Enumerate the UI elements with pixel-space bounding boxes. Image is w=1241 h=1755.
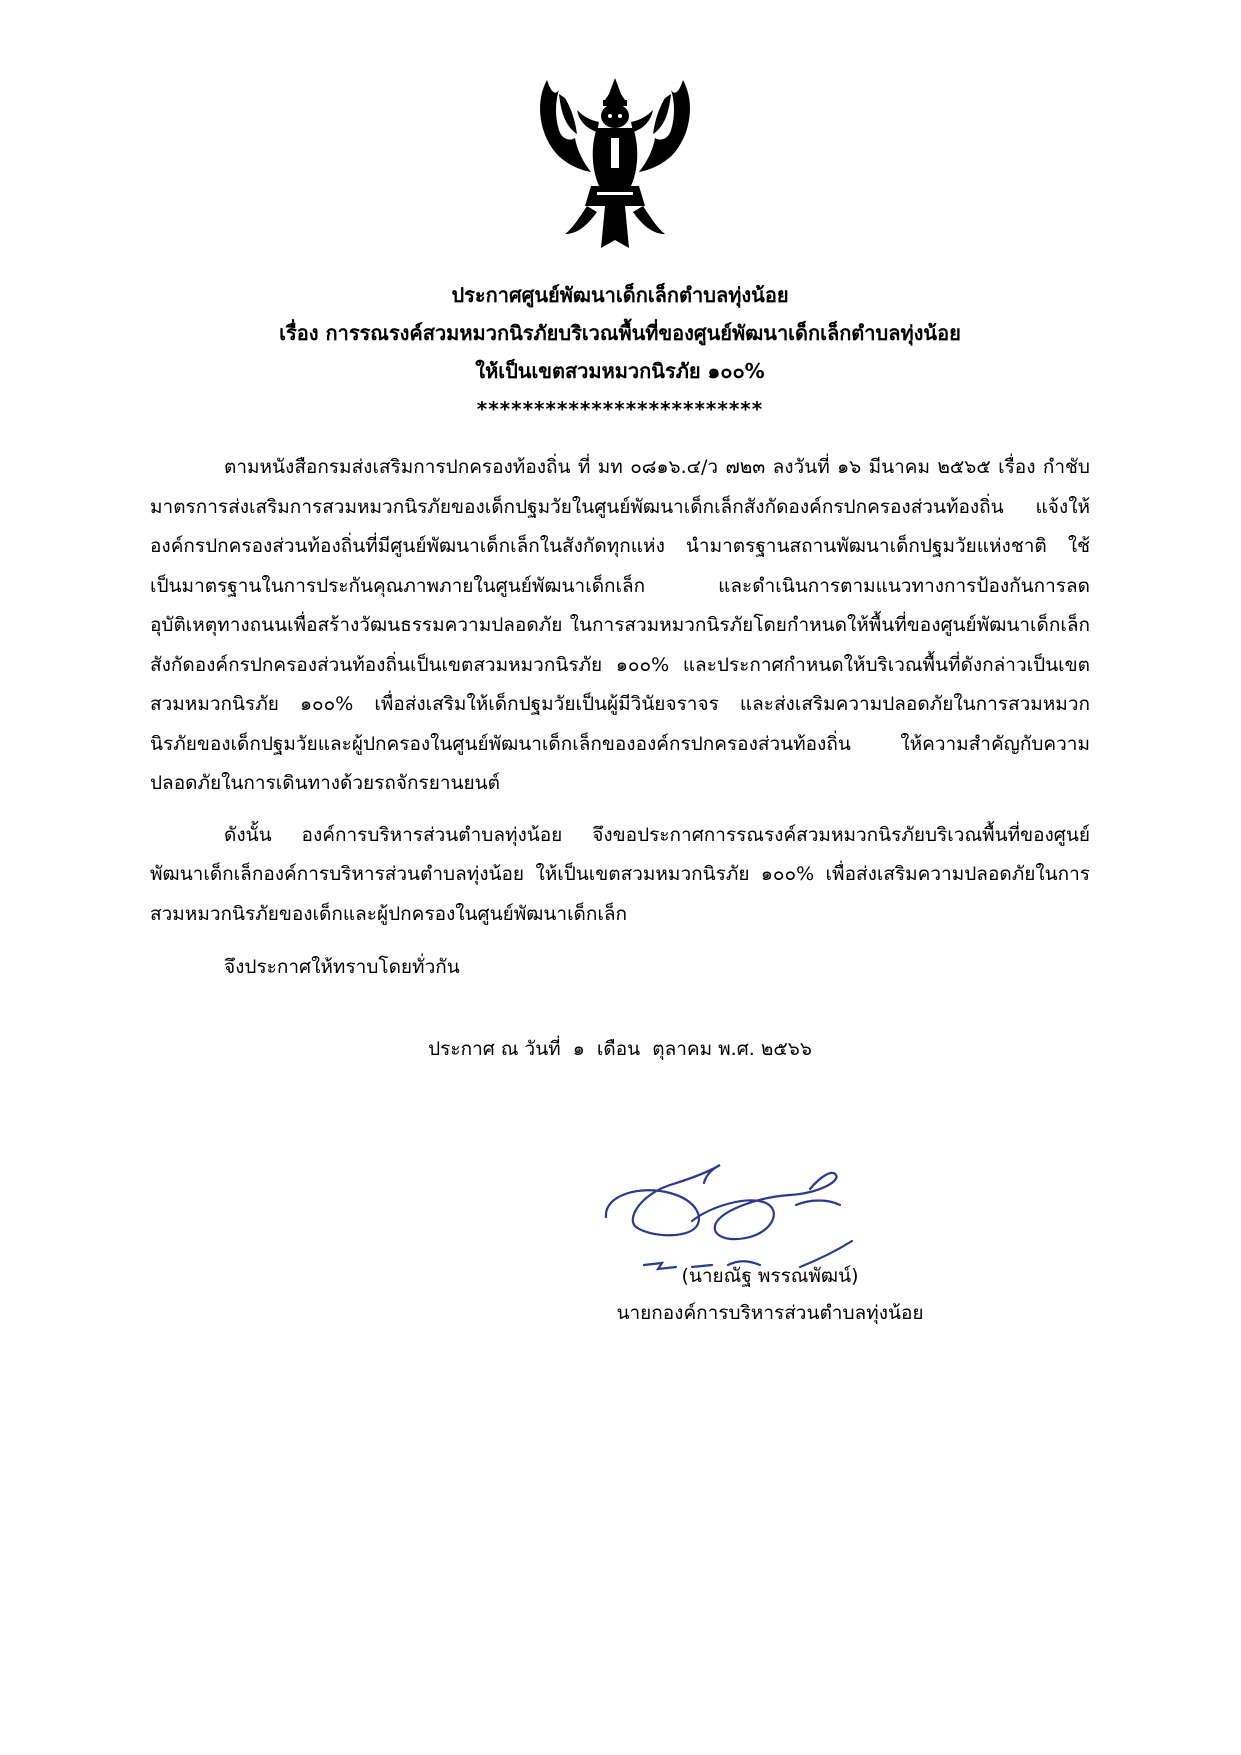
closing-statement: จึงประกาศให้ทราบโดยทั่วกัน bbox=[224, 956, 460, 978]
announcement-subject: เรื่อง การรณรงค์สวมหมวกนิรภัยบริเวณพื้นที่ของศูนย์พัฒนาเด็กเล็กตำบลทุ่งน้อย bbox=[279, 321, 961, 345]
announcement-header bbox=[150, 276, 1090, 428]
signer-name: (นายณัฐ พรรณพัฒน์) bbox=[681, 1265, 859, 1287]
announcement-subject-cont: ให้เป็นเขตสวมหมวกนิรภัย ๑๐๐% bbox=[475, 359, 765, 383]
announcement-body bbox=[150, 448, 1090, 988]
body-paragraph-1: ตามหนังสือกรมส่งเสริมการปกครองท้องถิ่น ที่ มท ๐๘๑๖.๔/ว ๗๒๓ ลงวันที่ ๑๖ มีนาคม ๒๕๖๕ เรื่อง กำชับมาตรการส่งเสริมการสวมหมวกนิรภัยของเด็กปฐมวัยในศูนย์พัฒนาเด็กเล็กสังกัดองค์กรปกครองส่วนท้องถิ่น แจ้งให้องค์กรปกครองส่วนท้องถิ่นที่มีศูนย์พัฒนาเด็กเล็กในสังกัดทุกแห่ง นำมาตรฐานสถานพัฒนาเด็กปฐมวัยแห่งชาติ ใช้เป็นมาตรฐานในการประกันคุณภาพภายในศูนย์พัฒนาเด็กเล็ก และดำเนินการตามแนวทางการป้องกันการลดอุบัติเหตุทางถนนเพื่อสร้างวัฒนธรรมความปลอดภัย ในการสวมหมวกนิรภัยโดยกำหนดให้พื้นที่ของศูนย์พัฒนาเด็กเล็กสังกัดองค์กรปกครองส่วนท้องถิ่นเป็นเขตสวมหมวกนิรภัย ๑๐๐% และประกาศกำหนดให้บริเวณพื้นที่ดังกล่าวเป็นเขตสวมหมวกนิรภัย ๑๐๐% เพื่อส่งเสริมให้เด็กปฐมวัยเป็นผู้มีวินัยจราจร และส่งเสริมความปลอดภัยในการสวมหมวกนิรภัยของเด็กปฐมวัยและผู้ปกครองในศูนย์พัฒนาเด็กเล็กขององค์กรปกครองส่วนท้องถิ่น ให้ความสำคัญกับความปลอดภัยในการเดินทางด้วยรถจักรยานยนต์ bbox=[150, 456, 1090, 794]
body-paragraph-2: ดังนั้น องค์การบริหารส่วนตำบลทุ่งน้อย จึงขอประกาศการรณรงค์สวมหมวกนิรภัยบริเวณพื้นที่ของศูนย์พัฒนาเด็กเล็กองค์การบริหารส่วนตำบลทุ่งน้อย ให้เป็นเขตสวมหมวกนิรภัย ๑๐๐% เพื่อส่งเสริมความปลอดภัยในการสวมหมวกนิรภัยของเด็กและผู้ปกครองในศูนย์พัฒนาเด็กเล็ก bbox=[150, 823, 1090, 925]
signer-block bbox=[560, 1258, 980, 1332]
header-divider-stars: ************************* bbox=[476, 397, 764, 421]
announcement-title: ประกาศศูนย์พัฒนาเด็กเล็กตำบลทุ่งน้อย bbox=[451, 283, 789, 307]
signer-position: นายกองค์การบริหารส่วนตำบลทุ่งน้อย bbox=[616, 1302, 924, 1324]
handwritten-signature bbox=[600, 1155, 900, 1275]
garuda-emblem-icon bbox=[525, 72, 705, 252]
announcement-date: ประกาศ ณ วันที่ ๑ เดือน ตุลาคม พ.ศ. ๒๕๖๖ bbox=[428, 1038, 812, 1060]
